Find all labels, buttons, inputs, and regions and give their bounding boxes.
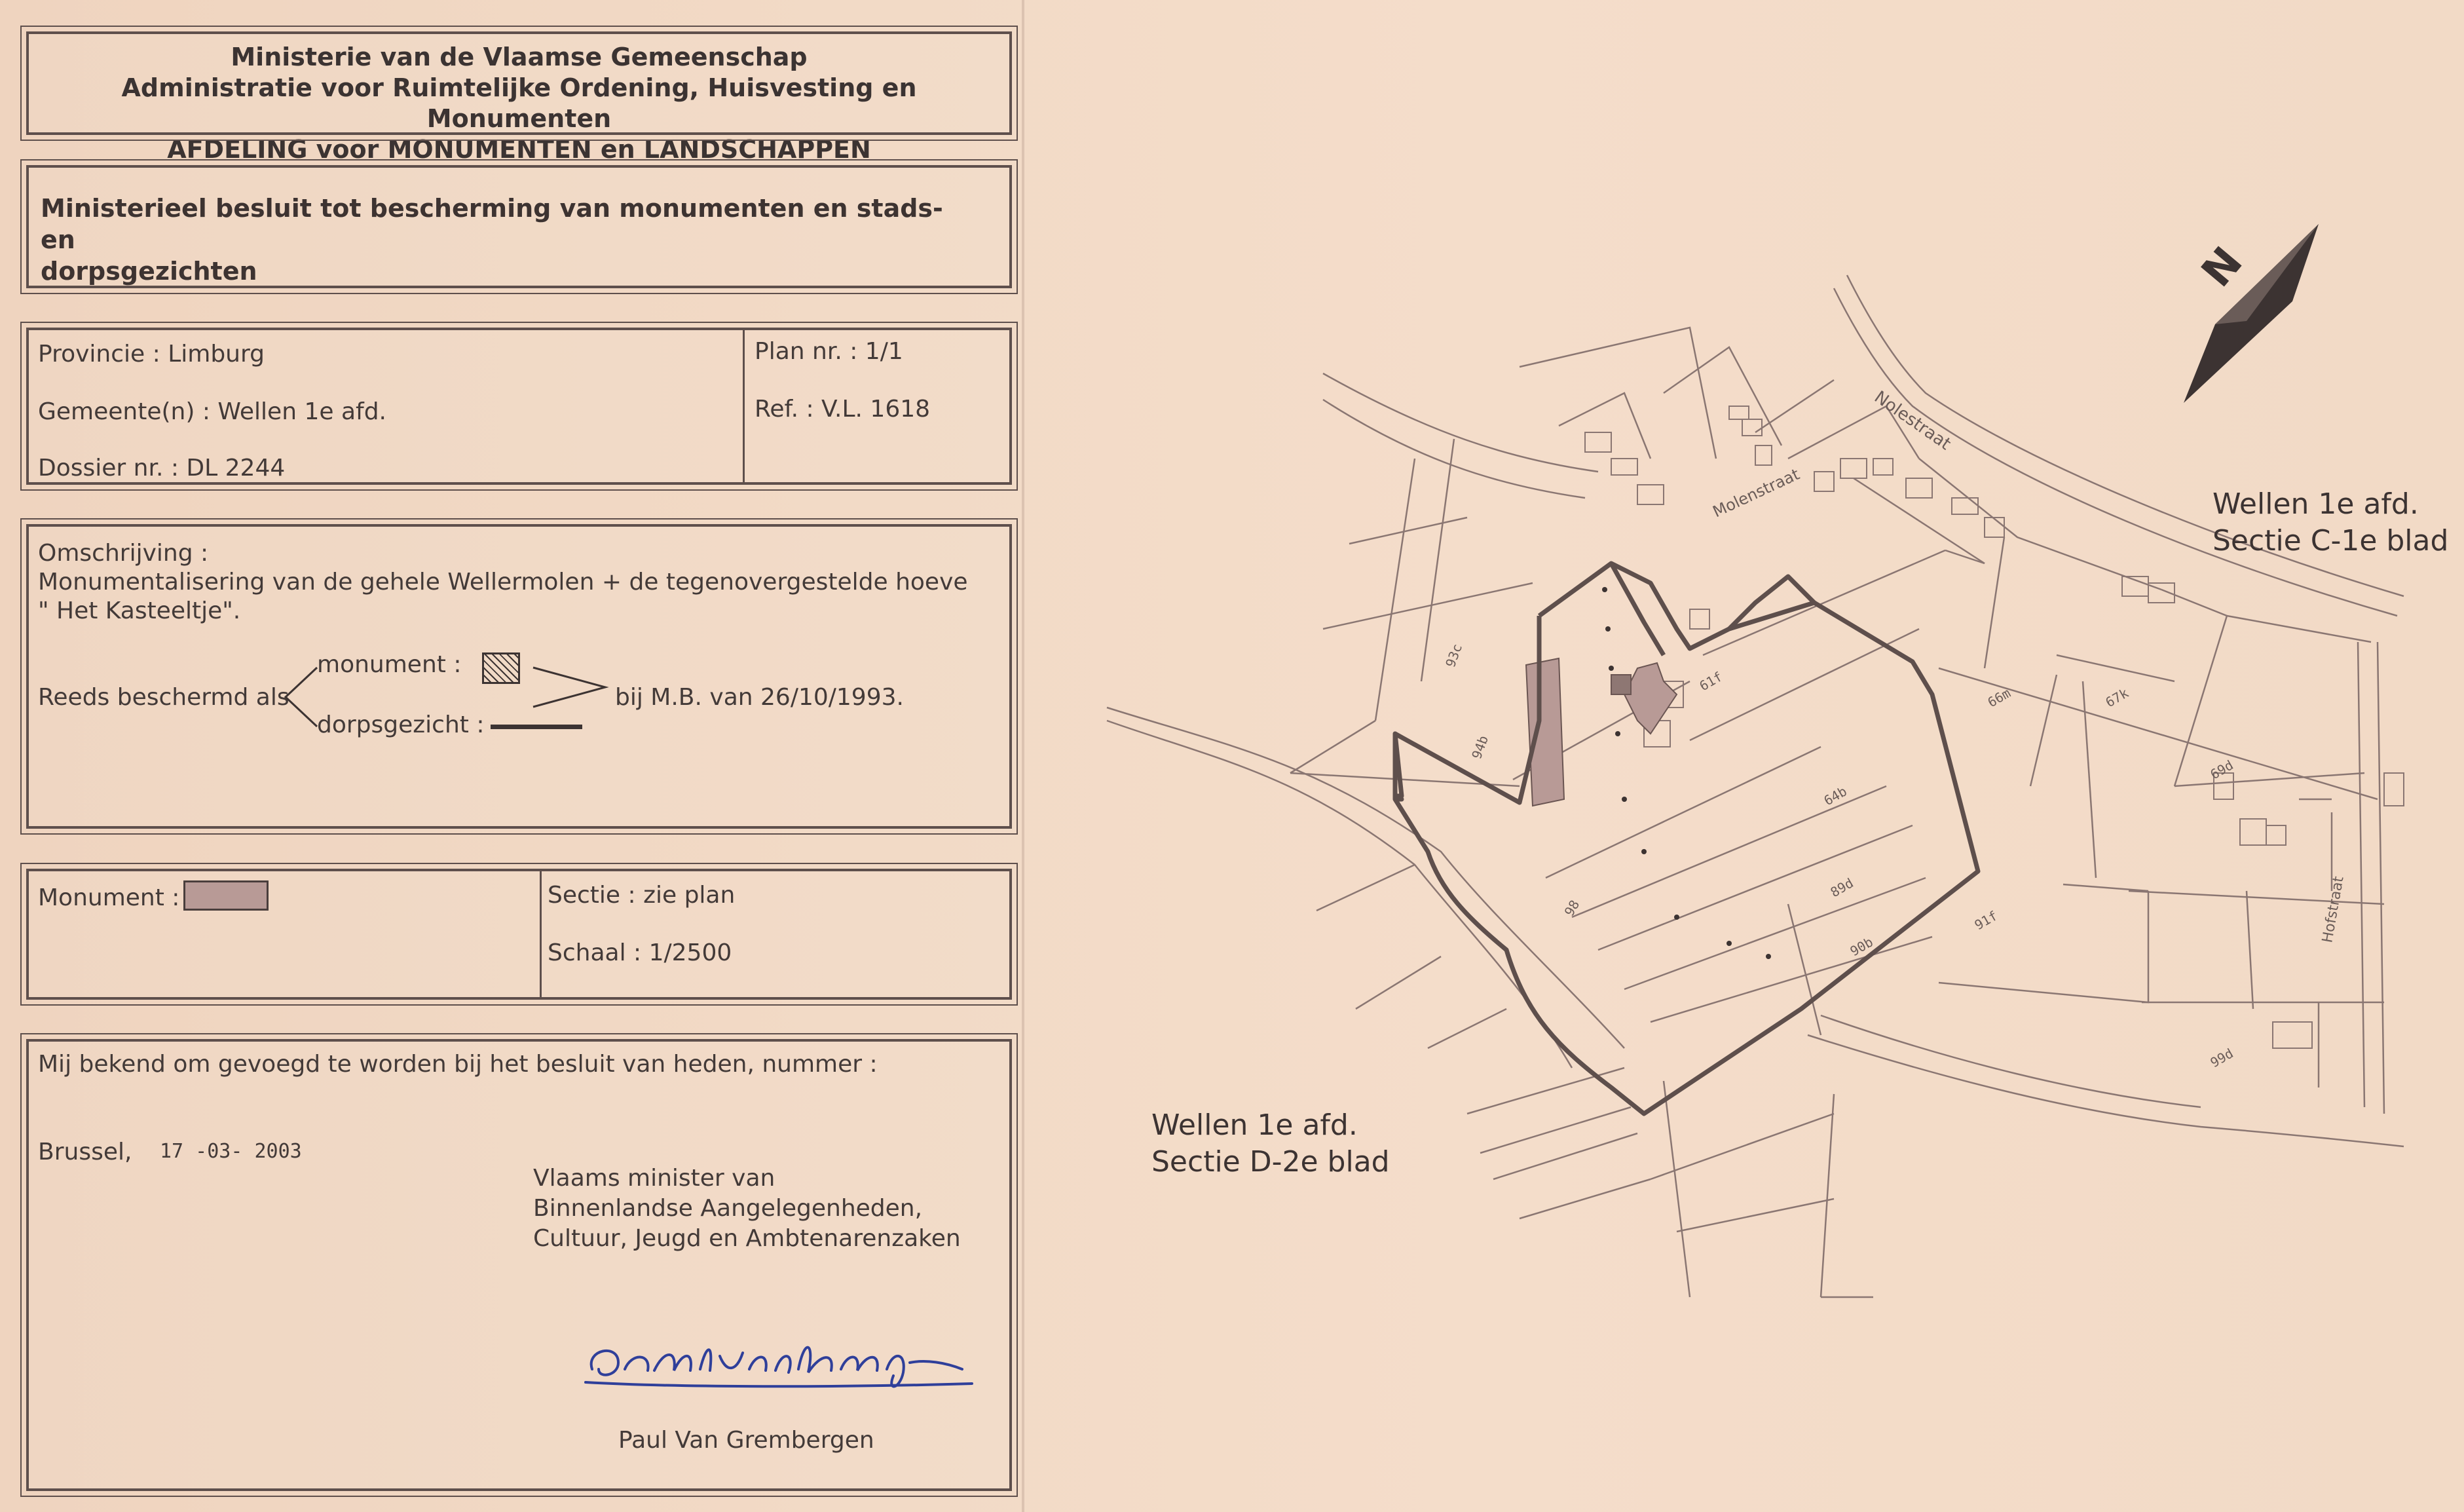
svg-text:93c: 93c — [1442, 641, 1466, 670]
scale-field: Schaal : 1/2500 — [548, 939, 732, 966]
minister-title-line2: Binnenlandse Aangelegenheden, — [533, 1195, 923, 1222]
province-field: Provincie : Limburg — [38, 341, 265, 368]
monument-color-swatch — [183, 880, 269, 911]
svg-text:66m: 66m — [1985, 685, 2013, 711]
section-d-label — [1151, 1107, 1390, 1181]
village-view-line-symbol — [491, 725, 582, 729]
monument-hatch-symbol — [482, 652, 520, 684]
minister-signature — [579, 1323, 985, 1402]
monument-section-divider — [540, 871, 542, 997]
monument-parcels — [1526, 658, 1677, 806]
decree-title — [41, 193, 971, 287]
section-d-sheet: Sectie D-2e blad — [1151, 1145, 1390, 1179]
svg-text:99d: 99d — [2207, 1045, 2236, 1071]
minister-title-line3: Cultuur, Jeugd en Ambtenarenzaken — [533, 1225, 961, 1252]
svg-text:90b: 90b — [1847, 934, 1876, 960]
description-line1: Monumentalisering van de gehele Wellermolen + de tegenovergestelde hoeve — [38, 569, 968, 595]
section-c-sheet: Sectie C-1e blad — [2212, 524, 2449, 558]
description-label: Omschrijving : — [38, 540, 209, 567]
monument-label: Monument : — [38, 884, 180, 911]
administration-name: Administratie voor Ruimtelijke Ordening, Huisvesting en Monumenten — [121, 73, 917, 133]
location-divider — [743, 330, 745, 482]
reference-field: Ref. : V.L. 1618 — [755, 396, 931, 423]
svg-text:61f: 61f — [1696, 668, 1725, 694]
signature-box — [26, 1039, 1012, 1491]
section-field: Sectie : zie plan — [548, 882, 736, 909]
svg-text:89d: 89d — [1827, 875, 1856, 901]
village-view-legend-label: dorpsgezicht : — [317, 711, 485, 738]
annex-statement: Mij bekend om gevoegd te worden bij het besluit van heden, nummer : — [38, 1051, 878, 1078]
street-hofstraat: Hofstraat — [2319, 875, 2347, 945]
section-c-label — [2212, 486, 2448, 559]
svg-text:98: 98 — [1561, 897, 1583, 919]
section-d-municipality: Wellen 1e afd. — [1151, 1108, 1358, 1142]
svg-text:67k: 67k — [2102, 685, 2131, 711]
decree-title-line2: dorpsgezichten — [41, 257, 257, 286]
ministry-name: Ministerie van de Vlaamse Gemeenschap — [231, 43, 808, 71]
signing-date-stamp: 17 -03- 2003 — [160, 1140, 302, 1163]
minister-title-line1: Vlaams minister van — [533, 1165, 775, 1192]
decree-title-box — [26, 165, 1012, 288]
svg-text:94b: 94b — [1468, 733, 1492, 761]
minister-name: Paul Van Grembergen — [618, 1427, 874, 1454]
department-name: AFDELING voor MONUMENTEN en LANDSCHAPPEN — [167, 135, 871, 164]
street-nolestraat: Nolestraat — [1870, 387, 1954, 455]
cadastral-map — [1100, 262, 2410, 1343]
description-box — [26, 524, 1012, 829]
parcel-numbers — [1442, 642, 2236, 1071]
already-protected-label: Reeds beschermd als — [38, 684, 289, 711]
location-box — [26, 328, 1012, 485]
north-letter: N — [2192, 238, 2252, 297]
svg-text:64b: 64b — [1821, 783, 1850, 809]
municipality-field: Gemeente(n) : Wellen 1e afd. — [38, 398, 386, 425]
svg-text:91f: 91f — [1971, 907, 2000, 934]
village-view-boundary — [1395, 563, 1978, 1114]
section-c-municipality: Wellen 1e afd. — [2212, 487, 2419, 521]
dossier-field: Dossier nr. : DL 2244 — [38, 455, 286, 482]
plan-number-field: Plan nr. : 1/1 — [755, 338, 903, 365]
fold-line — [1022, 0, 1024, 1512]
monument-section-box — [26, 869, 1012, 1000]
decree-title-line1: Ministerieel besluit tot bescherming van monumenten en stads- en — [41, 194, 943, 254]
ministry-header-box — [26, 31, 1012, 164]
svg-text:69d: 69d — [2207, 757, 2236, 783]
description-line2: " Het Kasteeltje". — [38, 597, 241, 624]
signing-city: Brussel, — [38, 1139, 132, 1165]
protection-decree-date: bij M.B. van 26/10/1993. — [615, 684, 904, 711]
street-molenstraat: Molenstraat — [1709, 464, 1802, 521]
monument-legend-label: monument : — [317, 651, 462, 678]
